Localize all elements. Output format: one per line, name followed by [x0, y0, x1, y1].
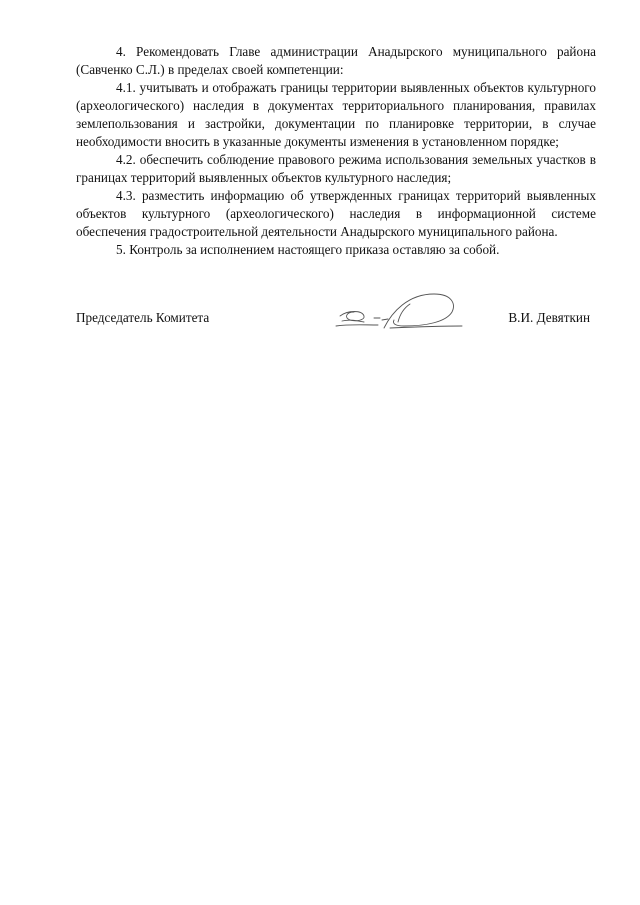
paragraph-4-1: 4.1. учитывать и отображать границы территории выявленных объектов культурного (археологического) наследия в документах территориального планирования, правилах землепользования и застройки, документации по планировке территории, в случае необходимости вносить в указанные документы изменения в установленном порядке;: [76, 80, 596, 149]
paragraph-5: 5. Контроль за исполнением настоящего приказа оставляю за собой.: [116, 242, 500, 257]
document-body: [76, 43, 596, 259]
signature-block: [76, 309, 596, 333]
paragraph-4-2: 4.2. обеспечить соблюдение правового режима использования земельных участков в границах территорий выявленных объектов культурного наследия;: [76, 152, 596, 185]
paragraph-4: 4. Рекомендовать Главе администрации Анадырского муниципального района (Савченко С.Л.) в пределах своей компетенции:: [76, 44, 596, 77]
signatory-name: В.И. Девяткин: [508, 310, 590, 325]
paragraph-4-3: 4.3. разместить информацию об утвержденных границах территорий выявленных объектов культурного (археологического) наследия в информационной системе обеспечения градостроительной деятельности Анадырского муниципального района.: [76, 188, 596, 239]
signatory-role: Председатель Комитета: [76, 310, 210, 325]
